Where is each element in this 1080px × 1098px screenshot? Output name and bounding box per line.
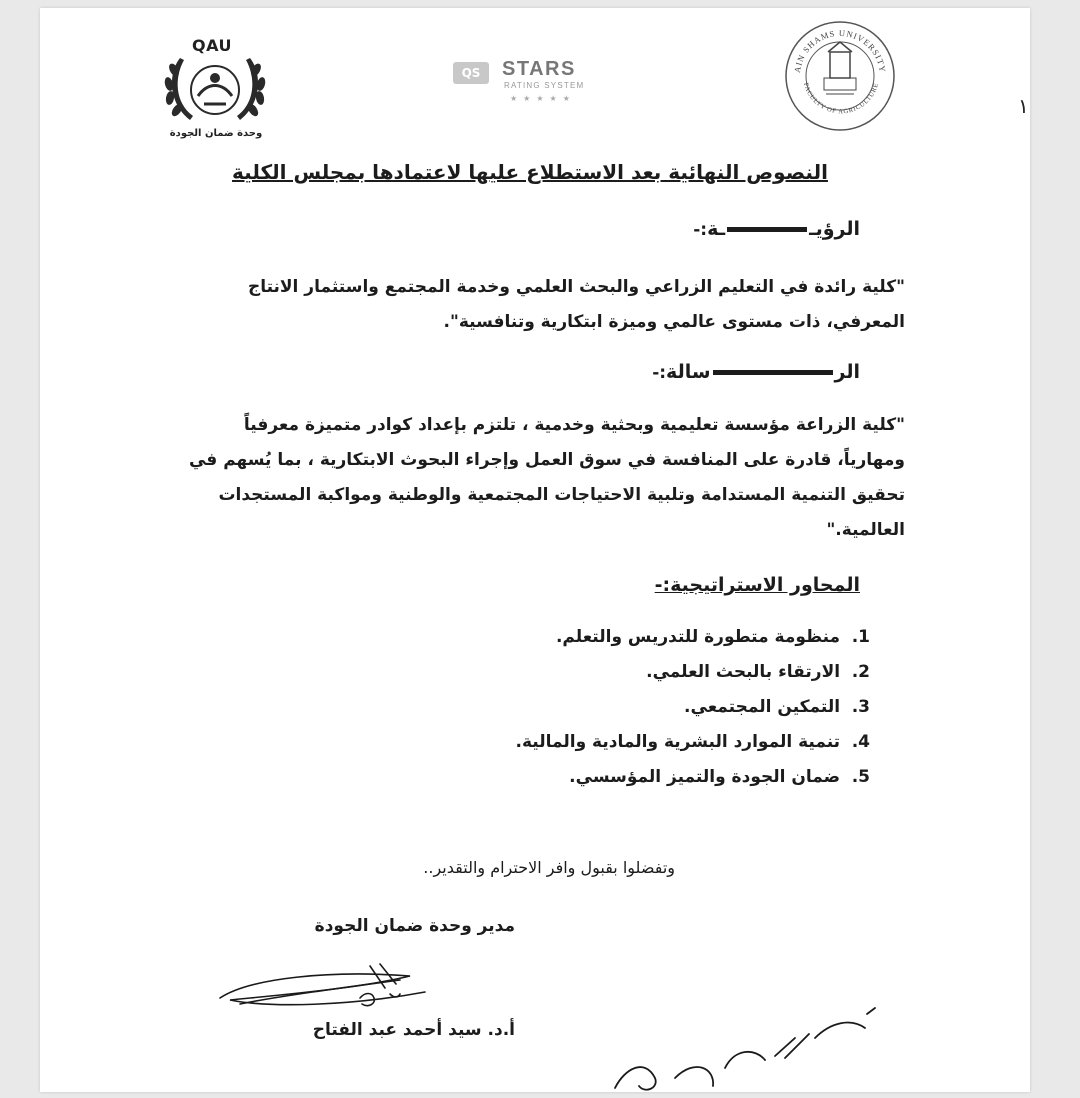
vision-text xyxy=(160,270,905,340)
seal-bottom-text: FACULTY OF AGRICULTURE xyxy=(801,82,881,116)
item-text: ضمان الجودة والتميز المؤسسي. xyxy=(569,767,841,787)
list-item xyxy=(450,725,870,760)
list-item xyxy=(450,655,870,690)
vision-line: "كلية رائدة في التعليم الزراعي والبحث العلمي وخدمة المجتمع واستثمار الانتاج xyxy=(247,277,905,297)
qau-logo xyxy=(160,30,270,150)
item-text: تنمية الموارد البشرية والمادية والمالية. xyxy=(515,732,841,752)
item-number: 4. xyxy=(851,732,870,752)
item-text: الارتقاء بالبحث العلمي. xyxy=(646,662,841,682)
strategic-axes-heading: المحاور الاستراتيجية:- xyxy=(654,574,860,596)
svg-text:FACULTY OF AGRICULTURE xyxy=(802,82,880,115)
mission-heading-start: الر xyxy=(834,361,860,383)
seal-top-text: AIN SHAMS UNIVERSITY xyxy=(792,27,888,74)
signer-name: أ.د. سيد أحمد عبد الفتاح xyxy=(312,1020,515,1040)
item-number: 2. xyxy=(851,662,870,682)
list-item xyxy=(450,620,870,655)
closing-text: وتفضلوا بقبول وافر الاحترام والتقدير.. xyxy=(423,858,675,877)
heading-kashida xyxy=(713,370,833,375)
mission-text xyxy=(160,408,905,548)
list-item xyxy=(450,690,870,725)
handwritten-annotation xyxy=(595,998,895,1098)
page-mark: ١ xyxy=(1018,94,1029,118)
item-text: التمكين المجتمعي. xyxy=(684,697,841,717)
vision-heading-suffix: :- xyxy=(693,220,708,240)
qs-stars-logo xyxy=(450,54,610,114)
mission-heading-end: سالة xyxy=(666,361,711,383)
mission-heading-suffix: :- xyxy=(652,363,667,383)
qau-acronym: QAU xyxy=(192,36,232,55)
vision-heading-end: ـة xyxy=(707,218,726,240)
mission-line: ومهارياً، قادرة على المنافسة في سوق العمل وإجراء البحوث الابتكارية ، بما يُسهم في xyxy=(188,450,905,470)
vision-heading-start: الرؤيـ xyxy=(809,218,860,240)
mission-line: العالمية." xyxy=(826,520,905,540)
signer-title: مدير وحدة ضمان الجودة xyxy=(314,916,515,936)
item-text: منظومة متطورة للتدريس والتعلم. xyxy=(555,627,841,647)
qau-caption: وحدة ضمان الجودة xyxy=(169,128,263,139)
strategic-axes-list xyxy=(450,620,870,795)
item-number: 5. xyxy=(851,767,870,787)
ain-shams-seal xyxy=(782,18,898,134)
vision-heading xyxy=(693,218,860,240)
mission-heading xyxy=(652,361,860,383)
stars-subtitle: RATING SYSTEM xyxy=(504,81,585,90)
university-seal-icon xyxy=(782,18,898,134)
document-page xyxy=(40,8,1030,1092)
stars-dots-icon: ★★★★★ xyxy=(510,94,576,103)
item-number: 3. xyxy=(851,697,870,717)
mission-line: "كلية الزراعة مؤسسة تعليمية وبحثية وخدمية ، تلتزم بإعداد كوادر متميزة معرفياً xyxy=(243,415,905,435)
vision-line: المعرفي، ذات مستوى عالمي وميزة ابتكارية وتنافسية". xyxy=(443,312,905,332)
svg-text:AIN SHAMS UNIVERSITY xyxy=(792,28,888,74)
qs-badge: QS xyxy=(453,62,489,84)
mission-line: تحقيق التنمية المستدامة وتلبية الاحتياجات المجتمعية والوطنية ومواكبة المستجدات xyxy=(218,485,905,505)
item-number: 1. xyxy=(851,627,870,647)
stars-name: STARS xyxy=(502,58,576,80)
list-item xyxy=(450,760,870,795)
document-title: النصوص النهائية بعد الاستطلاع عليها لاعتمادها بمجلس الكلية xyxy=(232,160,828,184)
heading-kashida xyxy=(727,227,807,232)
handwritten-signature xyxy=(210,958,450,1028)
laurel-wreath-icon xyxy=(160,48,270,128)
